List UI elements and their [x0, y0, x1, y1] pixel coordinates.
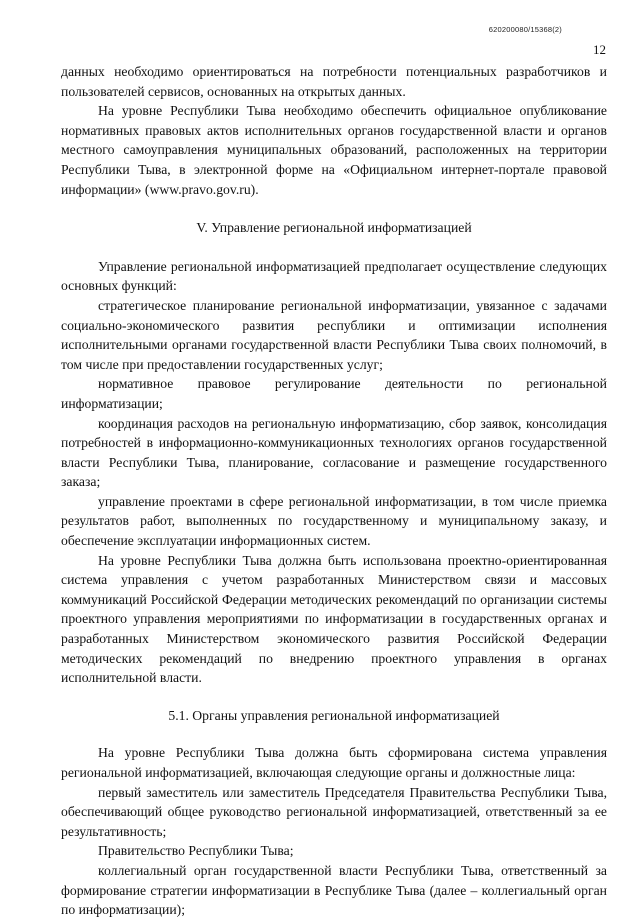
section-heading: V. Управление региональной информатизацией — [196, 220, 472, 236]
paragraph: На уровне Республики Тыва должна быть сформирована система управления региональной информатизацией, включающая следующие органы и должностные лица: — [61, 745, 607, 780]
paragraph: Управление региональной информатизацией предполагает осуществление следующих основных функций: — [61, 258, 607, 294]
list-item: нормативное правовое регулирование деятельности по региональной информатизации; — [61, 376, 607, 411]
list-item: управление проектами в сфере региональной информатизации, в том числе приемка результатов работ, выполненных по государственному и муниципальному заказу, и обеспечение эксплуатации информационных систем. — [61, 493, 607, 549]
subsection-heading: 5.1. Органы управления региональной информатизацией — [168, 707, 500, 723]
list-item: стратегическое планирование региональной информатизации, увязанное с задачами социально-экономического развития республики и оптимизации исполнения исполнительными органами государственной власти Республики Тыва своих полномочий, в том числе при предоставлении государственных услуг; — [61, 297, 607, 372]
document-id: 620200080/15368(2) — [488, 25, 562, 34]
paragraph: данных необходимо ориентироваться на потребности потенциальных разработчиков и пользователей сервисов, основанных на открытых данных. — [61, 64, 607, 99]
list-item: Правительство Республики Тыва; — [98, 843, 294, 859]
paragraph: На уровне Республики Тыва должна быть использована проектно-ориентированная система управления с учетом разработанных Министерством связи и массовых коммуникаций Российской Федерации методических рекомендаций по организации системы проектного управления мероприятиями по информатизации в государственных органах и разработанных Министерством экономического развития Российской Федерации методических рекомендаций по внедрению проектного управления в органах исполнительной власти. — [61, 552, 607, 686]
paragraph: На уровне Республики Тыва необходимо обеспечить официальное опубликование нормативных правовых актов исполнительных органов государственной власти и органов местного самоуправления муниципальных образований, расположенных на территории Республики Тыва, в электронной форме на «Официальном интернет-портале правовой информации» (www.pravo.gov.ru). — [61, 103, 607, 197]
document-body — [61, 62, 607, 920]
list-item: координация расходов на региональную информатизацию, сбор заявок, консолидация потребностей в информационно-коммуникационных технологиях органов государственной власти Республики Тыва, планирование, согласование и размещение государственного заказа; — [61, 415, 607, 490]
list-item: первый заместитель или заместитель Председателя Правительства Республики Тыва, обеспечивающий общее руководство региональной информатизацией, ответственный за ее результативность; — [61, 784, 607, 839]
page-number: 12 — [593, 42, 606, 57]
list-item: коллегиальный орган государственной власти Республики Тыва, ответственный за формирование стратегии информатизации в Республике Тыва (далее – коллегиальный орган по информатизации); — [61, 862, 607, 918]
